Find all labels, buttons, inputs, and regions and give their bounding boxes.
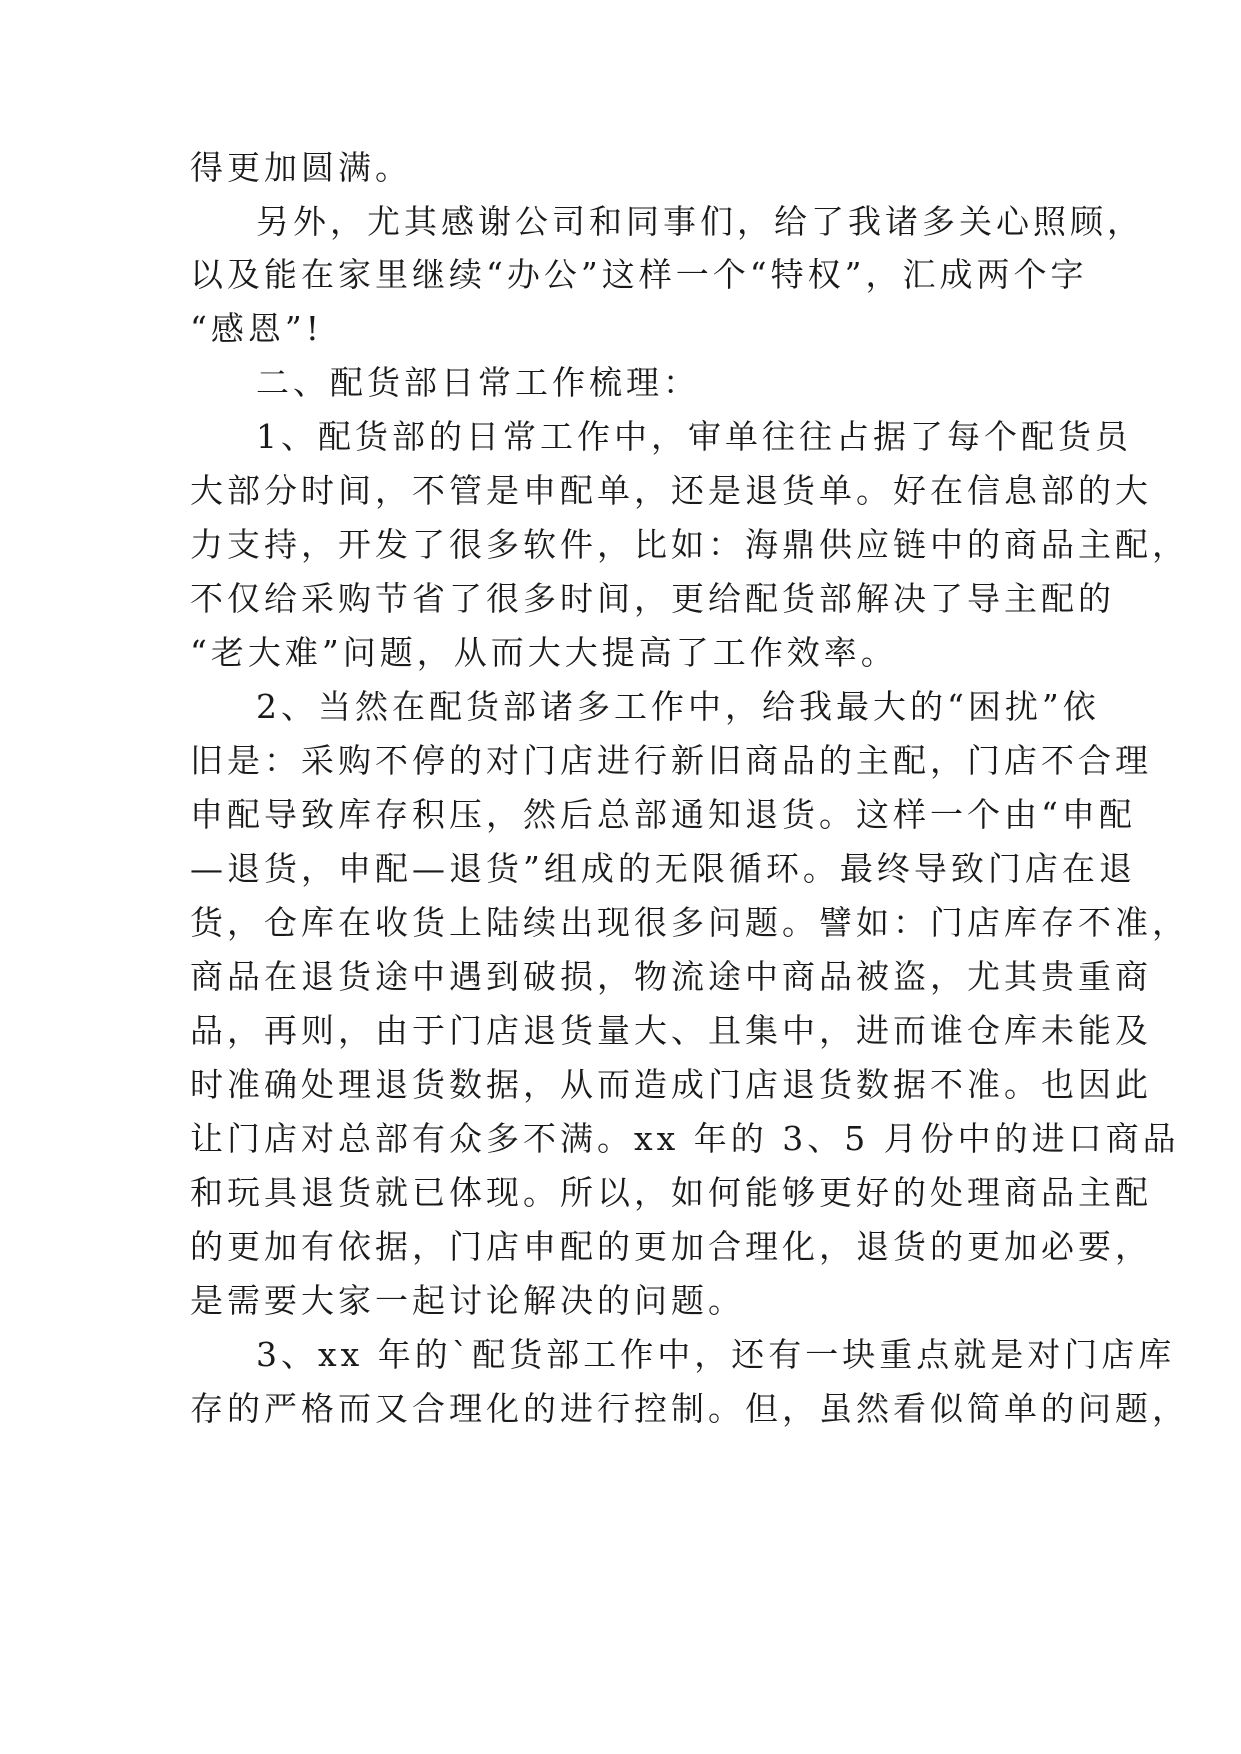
- text-line: 时准确处理退货数据，从而造成门店退货数据不准。也因此: [190, 1065, 1152, 1104]
- section-heading: 二、配货部日常工作梳理：: [256, 363, 700, 402]
- text-line: 旧是：采购不停的对门店进行新旧商品的主配，门店不合理: [190, 741, 1152, 780]
- text-line: 申配导致库存积压，然后总部通知退货。这样一个由“申配: [190, 795, 1136, 834]
- text-line: 大部分时间，不管是申配单，还是退货单。好在信息部的大: [190, 471, 1152, 510]
- text-line: 是需要大家一起讨论解决的问题。: [190, 1281, 745, 1320]
- text-line: 的更加有依据，门店申配的更加合理化，退货的更加必要，: [190, 1227, 1152, 1266]
- text-line: 货，仓库在收货上陆续出现很多问题。譬如：门店库存不准，: [190, 903, 1189, 942]
- text-line: 商品在退货途中遇到破损，物流途中商品被盗，尤其贵重商: [190, 957, 1152, 996]
- text-line: 和玩具退货就已体现。所以，如何能够更好的处理商品主配: [190, 1173, 1152, 1212]
- text-line: 不仅给采购节省了很多时间，更给配货部解决了导主配的: [190, 579, 1115, 618]
- text-line: —退货，申配—退货”组成的无限循环。最终导致门店在退: [190, 849, 1136, 888]
- text-line: 得更加圆满。: [190, 148, 412, 187]
- text-line: “老大难”问题，从而大大提高了工作效率。: [190, 633, 898, 672]
- text-line: “感恩”!: [190, 309, 324, 348]
- paragraph-first-line: 3、xx 年的`配货部工作中，还有一块重点就是对门店库: [256, 1335, 1176, 1374]
- paragraph-first-line: 1、配货部的日常工作中，审单往往占据了每个配货员: [256, 417, 1132, 456]
- text-line: 以及能在家里继续“办公”这样一个“特权”，汇成两个字: [190, 255, 1088, 294]
- paragraph-first-line: 另外，尤其感谢公司和同事们，给了我诸多关心照顾，: [256, 202, 1144, 241]
- text-line: 存的严格而又合理化的进行控制。但，虽然看似简单的问题，: [190, 1389, 1189, 1428]
- text-line: 让门店对总部有众多不满。xx 年的 3、5 月份中的进口商品: [190, 1119, 1180, 1158]
- text-line: 力支持，开发了很多软件，比如：海鼎供应链中的商品主配，: [190, 525, 1189, 564]
- paragraph-first-line: 2、当然在配货部诸多工作中，给我最大的“困扰”依: [256, 687, 1100, 726]
- text-line: 品，再则，由于门店退货量大、且集中，进而谁仓库未能及: [190, 1011, 1152, 1050]
